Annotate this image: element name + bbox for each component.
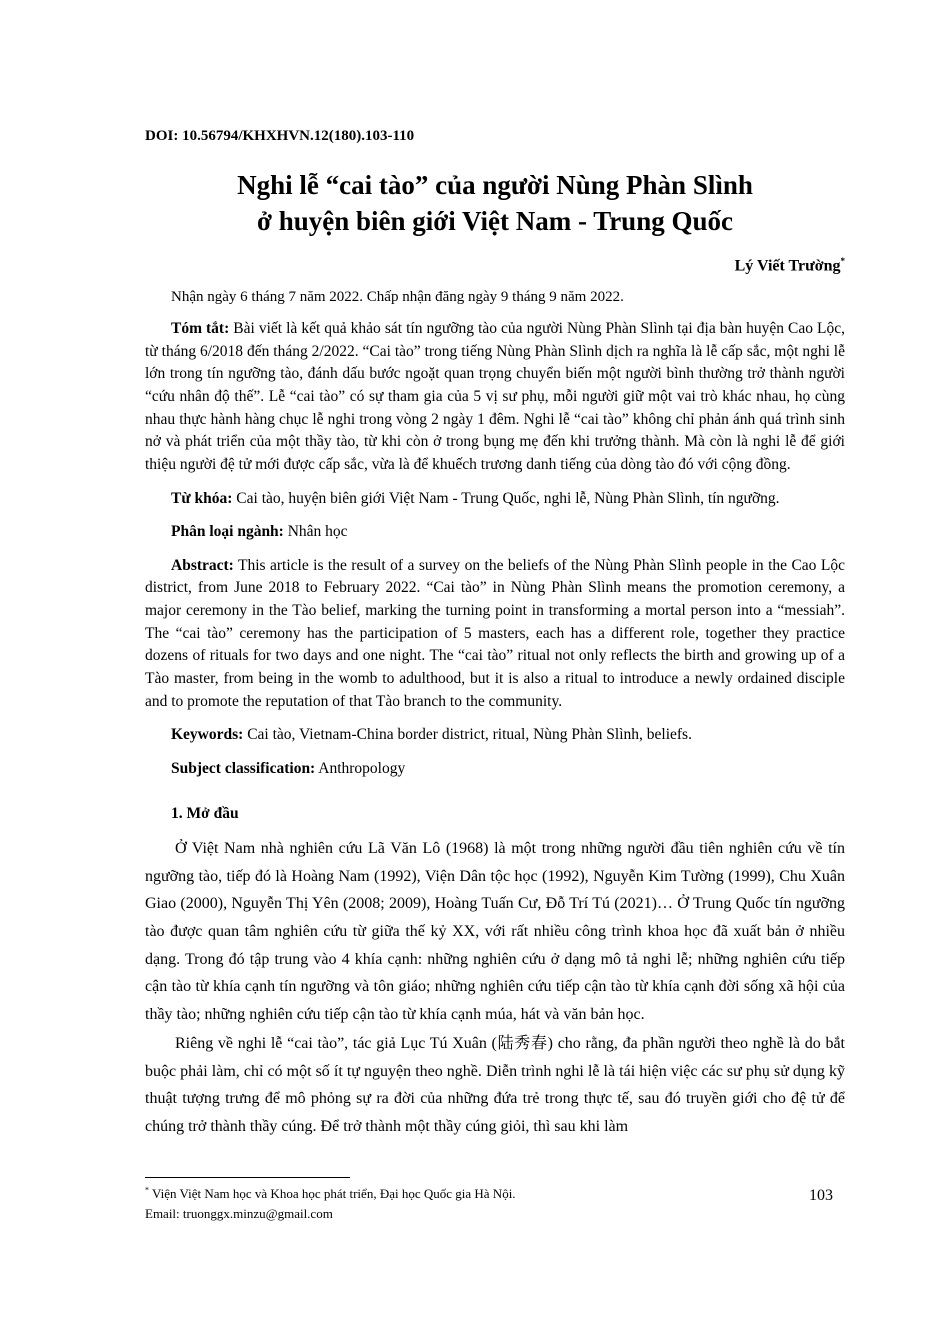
footnote-email-line: [145, 1204, 845, 1224]
keywords-vi: [145, 488, 845, 511]
abstract-en-label: Abstract:: [171, 556, 234, 574]
keywords-en-label: Keywords:: [171, 726, 244, 744]
keywords-en: [145, 724, 845, 747]
abstract-vi-label: Tóm tắt:: [171, 320, 230, 338]
article-title: [145, 167, 845, 240]
keywords-en-text: Cai tào, Vietnam-China border district, ritual, Nùng Phàn Slình, beliefs.: [247, 726, 692, 744]
classification-vi-label: Phân loại ngành:: [171, 523, 284, 541]
classification-vi-text: Nhân học: [287, 523, 348, 541]
doi: DOI: 10.56794/KHXHVN.12(180).103-110: [145, 128, 415, 144]
classification-en: [145, 758, 845, 781]
abstract-vi-text: Bài viết là kết quả khảo sát tín ngưỡng tào của người Nùng Phàn Slình tại địa bàn huyện Cao Lộc, từ tháng 6/2018 đến tháng 2/2022. “Cai tào” trong tiếng Nùng Phàn Slình dịch ra nghĩa là lễ cấp sắc, một nghi lễ lớn trong tín ngưỡng tào, đánh dấu bước ngoặt quan trọng chuyển biến một người bình thường trở thành người “cứu nhân độ thế”. Lễ “cai tào” có sự tham gia của 5 vị sư phụ, mỗi người giữ một vai trò khác nhau, họ cùng nhau thực hành hàng chục lễ nghi trong vòng 2 ngày 1 đêm. Nghi lễ “cai tào” không chỉ phản ánh quá trình sinh nở và phát triển của một thầy tào, từ khi còn ở trong bụng mẹ đến khi trưởng thành. Mà còn là nghi lễ để giới thiệu người đệ tử mới được cấp sắc, vừa là để khuếch trương danh tiếng của dòng tào đó với cộng đồng.: [145, 320, 845, 473]
footnote-email: truonggx.minzu@gmail.com: [182, 1205, 333, 1221]
keywords-vi-label: Từ khóa:: [171, 489, 233, 507]
author-footnote-marker: *: [840, 255, 845, 266]
abstract-vi: [145, 318, 845, 476]
abstract-en-text: This article is the result of a survey on the beliefs of the Nùng Phàn Slình people in the Cao Lộc district, from June 2018 to February 2022. “Cai tào” in Nùng Phàn Slình means the promotion ceremony, a major ceremony in the Tào belief, marking the turning point in transforming a mortal person into a “messiah”. The “cai tào” ceremony has the participation of 5 masters, each has a different role, together they practice dozens of rituals for two days and one night. The “cai tào” ritual not only reflects the birth and growing up of a Tào master, from being in the womb to adulthood, but it is also a ritual to introduce a newly ordained disciple and to promote the reputation of that Tào branch to the community.: [145, 556, 845, 710]
classification-en-label: Subject classification:: [171, 759, 316, 777]
abstract-en: [145, 555, 845, 713]
footnote-email-label: Email:: [145, 1205, 180, 1221]
footnote-divider: [145, 1177, 350, 1178]
author-line: [145, 256, 845, 275]
section-1-paragraph-2: Riêng về nghi lễ “cai tào”, tác giả Lục Tú Xuân (陆秀春) cho rằng, đa phần người theo nghề là do bắt buộc phải làm, chỉ có một số ít tự nguyện theo nghề. Diễn trình nghi lễ là tái hiện việc các sư phụ sử dụng kỹ thuật tượng trưng để mô phỏng sự ra đời của những đứa trẻ trong thực tế, sau đó truyền giới cho đệ tử để chúng trở thành thầy cúng. Để trở thành một thầy cúng giỏi, thì sau khi làm: [145, 1035, 845, 1135]
footnote-affiliation: Viện Việt Nam học và Khoa học phát triển, Đại học Quốc gia Hà Nội.: [152, 1186, 516, 1201]
footnote: [145, 1177, 845, 1223]
section-1-heading: 1. Mở đầu: [171, 805, 239, 823]
received-accepted-dates: Nhận ngày 6 tháng 7 năm 2022. Chấp nhận đăng ngày 9 tháng 9 năm 2022.: [171, 289, 624, 306]
section-1-paragraph-1: Ở Việt Nam nhà nghiên cứu Lã Văn Lô (1968) là một trong những người đầu tiên nghiên cứu về tín ngưỡng tào, tiếp đó là Hoàng Nam (1992), Viện Dân tộc học (1992), Nguyễn Kim Tường (1999), Chu Xuân Giao (2000), Nguyễn Thị Yên (2008; 2009), Hoàng Tuấn Cư, Đỗ Trí Tú (2021)… Ở Trung Quốc tín ngưỡng tào được quan tâm nghiên cứu từ giữa thế kỷ XX, với rất nhiều công trình khoa học đã xuất bản ở nhiều dạng. Trong đó tập trung vào 4 khía cạnh: những nghiên cứu ở dạng mô tả nghi lễ; những nghiên cứu tiếp cận tào từ khía cạnh tín ngưỡng và tôn giáo; những nghiên cứu tiếp cận tào từ khía cạnh đời sống xã hội của thầy tào; những nghiên cứu tiếp cận tào từ khía cạnh múa, hát và văn bản học.: [145, 840, 845, 1023]
page-number: 103: [809, 1187, 833, 1204]
classification-en-text: Anthropology: [318, 759, 406, 777]
classification-vi: [145, 521, 845, 544]
article-title-line1: Nghi lễ “cai tào” của người Nùng Phàn Slình: [237, 170, 753, 200]
keywords-vi-text: Cai tào, huyện biên giới Việt Nam - Trung Quốc, nghi lễ, Nùng Phàn Slình, tín ngưỡng.: [236, 489, 780, 507]
author-name: Lý Viết Trường: [734, 257, 841, 275]
article-title-line2: ở huyện biên giới Việt Nam - Trung Quốc: [257, 206, 733, 237]
footnote-affiliation-line: [145, 1184, 845, 1204]
footnote-marker: *: [145, 1185, 149, 1195]
